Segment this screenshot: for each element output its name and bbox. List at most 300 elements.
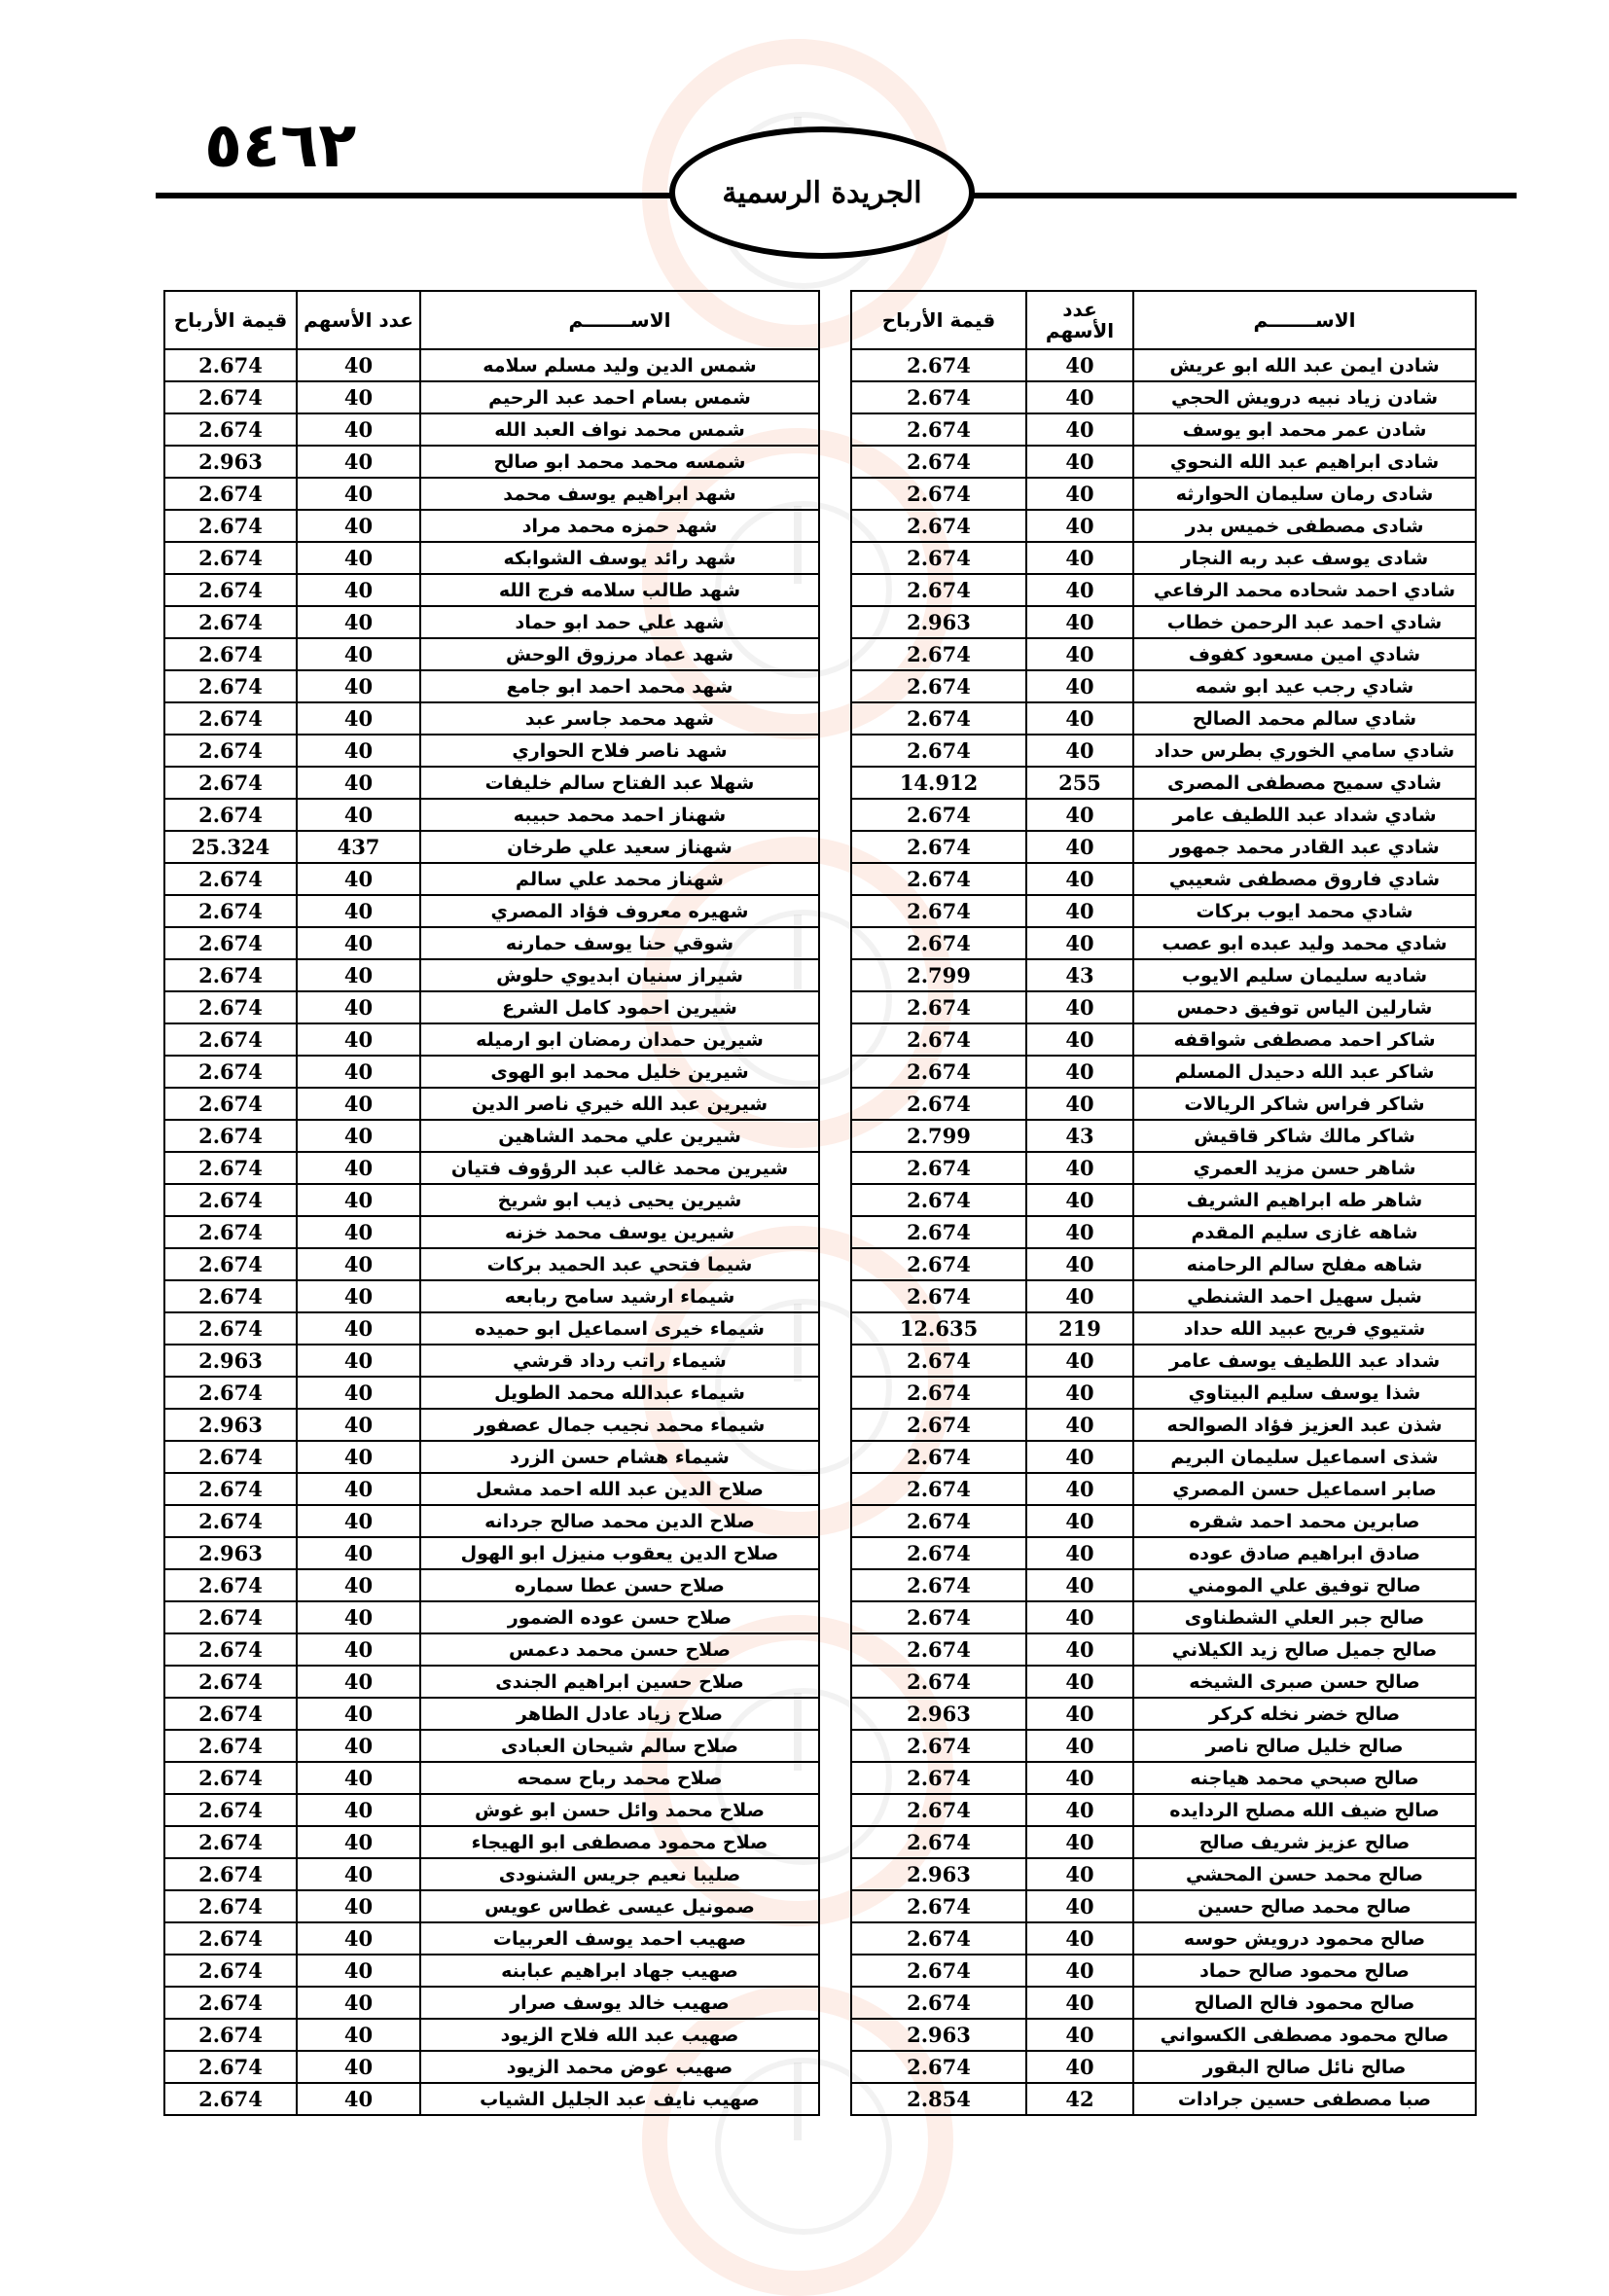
table-row — [851, 767, 1476, 799]
shareholder-name: شمس بسام احمد عبد الرحيم — [420, 381, 819, 413]
shareholder-name: شيما فتحي عبد الحميد بركات — [420, 1248, 819, 1280]
shareholder-name: شيماء ارشيد سامح ربابعه — [420, 1280, 819, 1312]
table-row — [851, 1858, 1476, 1890]
shareholder-name: صالح محمود درويش حوسه — [1133, 1922, 1476, 1955]
dividend-value: 2.674 — [851, 2051, 1026, 2083]
dividend-value: 2.674 — [851, 1473, 1026, 1505]
share-count: 40 — [297, 1345, 420, 1377]
share-count: 42 — [1026, 2083, 1133, 2115]
dividend-value: 2.674 — [851, 574, 1026, 606]
column-header-dividends: قيمة الأرباح — [164, 291, 297, 349]
table-row — [164, 1152, 819, 1184]
dividend-value: 2.674 — [164, 1184, 297, 1216]
table-row — [164, 799, 819, 831]
dividend-value: 2.674 — [164, 1377, 297, 1409]
share-count: 40 — [297, 1730, 420, 1762]
table-row — [164, 1826, 819, 1858]
column-header-name: الاســـــــم — [1133, 291, 1476, 349]
table-row — [851, 1473, 1476, 1505]
share-count: 40 — [297, 1056, 420, 1088]
table-row — [851, 1762, 1476, 1794]
table-row — [164, 638, 819, 670]
table-row — [164, 1184, 819, 1216]
shareholder-name: صابرين محمد احمد شقره — [1133, 1505, 1476, 1537]
table-row — [851, 831, 1476, 863]
shareholder-name: شارلين الياس توفيق دحمس — [1133, 991, 1476, 1023]
share-count: 40 — [1026, 638, 1133, 670]
share-count: 40 — [297, 1120, 420, 1152]
dividend-value: 2.674 — [851, 991, 1026, 1023]
share-count: 40 — [297, 1633, 420, 1666]
table-row — [851, 1409, 1476, 1441]
dividend-value: 2.674 — [164, 1762, 297, 1794]
shareholder-name: صالح محمود صالح حماد — [1133, 1955, 1476, 1987]
table-row — [164, 1922, 819, 1955]
table-row — [851, 1922, 1476, 1955]
share-count: 40 — [297, 1280, 420, 1312]
dividend-value: 2.674 — [851, 735, 1026, 767]
table-row — [851, 799, 1476, 831]
dividend-value: 2.674 — [851, 510, 1026, 542]
dividend-value: 2.799 — [851, 1120, 1026, 1152]
shareholder-name: شادن ايمن عبد الله ابو عريش — [1133, 349, 1476, 381]
share-count: 40 — [297, 799, 420, 831]
dividend-value: 2.674 — [164, 1120, 297, 1152]
shareholder-name: شذا يوسف سليم البيتاوي — [1133, 1377, 1476, 1409]
shareholder-name: شاكر احمد مصطفى شواقفه — [1133, 1023, 1476, 1056]
share-count: 40 — [1026, 1345, 1133, 1377]
shareholder-name: صالح جميل صالح زيد الكيلاني — [1133, 1633, 1476, 1666]
share-count: 40 — [1026, 735, 1133, 767]
dividend-value: 2.674 — [851, 1345, 1026, 1377]
table-row — [851, 2051, 1476, 2083]
shareholder-name: شادى مصطفى خميس بدر — [1133, 510, 1476, 542]
table-row — [851, 1441, 1476, 1473]
table-row — [851, 478, 1476, 510]
table-row — [164, 959, 819, 991]
dividend-value: 2.674 — [164, 670, 297, 702]
table-row — [164, 1409, 819, 1441]
table-row — [851, 702, 1476, 735]
dividend-value: 2.674 — [164, 1216, 297, 1248]
shareholder-name: صهيب نايف عبد الجليل الشياب — [420, 2083, 819, 2115]
table-row — [164, 1858, 819, 1890]
table-row — [851, 670, 1476, 702]
dividend-value: 2.963 — [164, 1345, 297, 1377]
shareholder-name: شذى اسماعيل سليمان البريم — [1133, 1441, 1476, 1473]
table-row — [851, 991, 1476, 1023]
dividend-value: 2.674 — [851, 1601, 1026, 1633]
dividend-value: 2.674 — [164, 1248, 297, 1280]
page-number: ٥٤٦٢ — [204, 110, 357, 182]
share-count: 40 — [297, 735, 420, 767]
share-count: 40 — [1026, 2019, 1133, 2051]
table-row — [851, 381, 1476, 413]
shareholder-name: صلاح محمود مصطفى ابو الهيجاء — [420, 1826, 819, 1858]
dividend-value: 2.963 — [164, 446, 297, 478]
share-count: 255 — [1026, 767, 1133, 799]
dividend-value: 2.963 — [851, 1858, 1026, 1890]
shareholder-name: صليبا نعيم جريس الشنودى — [420, 1858, 819, 1890]
shareholder-name: شهناز محمد علي سالم — [420, 863, 819, 895]
dividend-value: 2.674 — [164, 1280, 297, 1312]
shareholder-name: صالح خضر نخله كركر — [1133, 1698, 1476, 1730]
shareholder-name: صالح توفيق علي المومني — [1133, 1569, 1476, 1601]
dividend-value: 2.674 — [164, 702, 297, 735]
table-row — [164, 1794, 819, 1826]
table-row — [164, 1088, 819, 1120]
table-row — [164, 1987, 819, 2019]
dividend-value: 2.674 — [851, 1890, 1026, 1922]
share-count: 40 — [1026, 1666, 1133, 1698]
table-row — [851, 1023, 1476, 1056]
table-row — [164, 991, 819, 1023]
dividend-value: 2.674 — [164, 413, 297, 446]
shareholder-name: شاكر مالك شاكر قاقيش — [1133, 1120, 1476, 1152]
share-count: 40 — [297, 927, 420, 959]
dividend-value: 2.674 — [164, 1023, 297, 1056]
share-count: 40 — [1026, 1441, 1133, 1473]
shareholder-name: شاديه سليمان سليم الايوب — [1133, 959, 1476, 991]
table-row — [851, 895, 1476, 927]
share-count: 40 — [1026, 1377, 1133, 1409]
dividend-value: 2.674 — [164, 478, 297, 510]
dividend-value: 2.674 — [851, 1505, 1026, 1537]
column-header-name: الاســـــــم — [420, 291, 819, 349]
gazette-title — [669, 126, 975, 259]
table-row — [851, 1280, 1476, 1312]
shareholder-name: شادن عمر محمد ابو يوسف — [1133, 413, 1476, 446]
shareholder-name: صلاح محمد رباح سمحه — [420, 1762, 819, 1794]
table-row — [164, 863, 819, 895]
table-row — [851, 446, 1476, 478]
shareholder-name: شادي محمد ايوب بركات — [1133, 895, 1476, 927]
dividend-value: 2.674 — [164, 1666, 297, 1698]
shareholder-name: صلاح حسن عوده الضمور — [420, 1601, 819, 1633]
share-count: 40 — [1026, 1248, 1133, 1280]
table-row — [164, 413, 819, 446]
share-count: 40 — [297, 1216, 420, 1248]
table-row — [851, 349, 1476, 381]
dividend-value: 2.674 — [851, 1280, 1026, 1312]
shareholder-name: شهد محمد جاسر عبد — [420, 702, 819, 735]
shareholder-name: صمونيل عيسى غطاس عويس — [420, 1890, 819, 1922]
shareholder-name: شهد ناصر فلاح الحواري — [420, 735, 819, 767]
table-row — [164, 1601, 819, 1633]
dividend-value: 2.674 — [851, 349, 1026, 381]
shareholder-name: شادي رجب عيد ابو شمه — [1133, 670, 1476, 702]
share-count: 40 — [1026, 542, 1133, 574]
dividend-value: 2.963 — [164, 1537, 297, 1569]
dividend-value: 2.674 — [851, 927, 1026, 959]
dividend-value: 2.674 — [164, 2019, 297, 2051]
share-count: 40 — [297, 1537, 420, 1569]
table-row — [851, 1088, 1476, 1120]
share-count: 40 — [1026, 1890, 1133, 1922]
dividend-value: 2.674 — [164, 1441, 297, 1473]
table-header-row — [851, 291, 1476, 349]
share-count: 40 — [1026, 863, 1133, 895]
share-count: 40 — [297, 1569, 420, 1601]
table-row — [164, 767, 819, 799]
table-row — [164, 1120, 819, 1152]
table-row — [164, 735, 819, 767]
table-row — [851, 1890, 1476, 1922]
share-count: 40 — [297, 991, 420, 1023]
shareholder-name: شهد عماد مرزوق الوحش — [420, 638, 819, 670]
table-row — [164, 1473, 819, 1505]
table-row — [851, 542, 1476, 574]
dividend-value: 2.674 — [164, 510, 297, 542]
share-count: 43 — [1026, 959, 1133, 991]
table-row — [164, 1537, 819, 1569]
dividend-value: 2.674 — [851, 831, 1026, 863]
table-row — [851, 574, 1476, 606]
table-row — [851, 863, 1476, 895]
table-row — [851, 1633, 1476, 1666]
shareholder-name: شهد علي حمد ابو حماد — [420, 606, 819, 638]
share-count: 40 — [297, 446, 420, 478]
shareholder-name: شاهر طه ابراهيم الشريف — [1133, 1184, 1476, 1216]
shareholder-name: شادي سامي الخوري بطرس حداد — [1133, 735, 1476, 767]
shareholder-name: صالح محمد صالح حسين — [1133, 1890, 1476, 1922]
shareholder-name: شمسه محمد محمد ابو صالح — [420, 446, 819, 478]
shareholder-name: شمس الدين وليد مسلم سلامه — [420, 349, 819, 381]
share-count: 219 — [1026, 1312, 1133, 1345]
share-count: 40 — [1026, 1280, 1133, 1312]
share-count: 40 — [1026, 1730, 1133, 1762]
share-count: 40 — [1026, 1088, 1133, 1120]
share-count: 40 — [1026, 1473, 1133, 1505]
shareholder-name: شاهه مفلح سالم الرحامنه — [1133, 1248, 1476, 1280]
shareholder-name: شادن زياد نبيه درويش الحجي — [1133, 381, 1476, 413]
dividend-value: 2.674 — [164, 381, 297, 413]
share-count: 40 — [297, 1922, 420, 1955]
share-count: 40 — [297, 863, 420, 895]
dividend-value: 14.912 — [851, 767, 1026, 799]
table-row — [851, 1184, 1476, 1216]
share-count: 40 — [297, 1666, 420, 1698]
dividend-value: 2.674 — [164, 1890, 297, 1922]
share-count: 40 — [297, 1987, 420, 2019]
share-count: 40 — [297, 1248, 420, 1280]
shareholder-name: شمس محمد نواف العبد الله — [420, 413, 819, 446]
table-row — [851, 510, 1476, 542]
shareholder-name: شاكر فراس شاكر الريالات — [1133, 1088, 1476, 1120]
shareholder-name: شادي سالم محمد الصالح — [1133, 702, 1476, 735]
dividend-value: 2.674 — [164, 1505, 297, 1537]
shareholder-name: صالح ضيف الله مصلح الردايده — [1133, 1794, 1476, 1826]
shareholder-name: شادي فاروق مصطفى شعيبي — [1133, 863, 1476, 895]
dividend-value: 2.674 — [851, 1569, 1026, 1601]
dividend-value: 2.674 — [164, 1569, 297, 1601]
shareholder-name: صادق ابراهيم صادق عوده — [1133, 1537, 1476, 1569]
shareholder-name: شيماء خيرى اسماعيل ابو حميده — [420, 1312, 819, 1345]
table-row — [851, 1826, 1476, 1858]
shareholder-name: شيرين علي محمد الشاهين — [420, 1120, 819, 1152]
table-row — [851, 1794, 1476, 1826]
dividend-value: 2.674 — [164, 991, 297, 1023]
shareholders-table-left — [163, 290, 820, 2116]
shareholder-name: شيرين خليل محمد ابو الهوى — [420, 1056, 819, 1088]
dividend-value: 2.674 — [164, 2083, 297, 2115]
table-row — [164, 1248, 819, 1280]
shareholder-name: صلاح زياد عادل الطاهر — [420, 1698, 819, 1730]
shareholder-name: شداد عبد اللطيف يوسف عامر — [1133, 1345, 1476, 1377]
shareholder-name: شذن عبد العزيز فؤاد الصوالحه — [1133, 1409, 1476, 1441]
table-row — [164, 1505, 819, 1537]
table-row — [164, 1633, 819, 1666]
share-count: 40 — [1026, 1184, 1133, 1216]
dividend-value: 2.674 — [164, 1473, 297, 1505]
share-count: 40 — [297, 381, 420, 413]
dividend-value: 2.674 — [164, 895, 297, 927]
share-count: 40 — [1026, 831, 1133, 863]
share-count: 40 — [297, 478, 420, 510]
shareholder-name: شادي عبد القادر محمد جمهور — [1133, 831, 1476, 863]
shareholder-name: شوقي حنا يوسف حمارنه — [420, 927, 819, 959]
shareholder-name: شهد ابراهيم يوسف محمد — [420, 478, 819, 510]
shareholder-name: صلاح الدين عبد الله احمد مشعل — [420, 1473, 819, 1505]
dividend-value: 2.674 — [851, 1762, 1026, 1794]
share-count: 40 — [1026, 1698, 1133, 1730]
table-row — [164, 2051, 819, 2083]
dividend-value: 2.674 — [851, 1409, 1026, 1441]
table-row — [851, 1666, 1476, 1698]
table-row — [851, 1152, 1476, 1184]
shareholder-name: صلاح حسن محمد دعمس — [420, 1633, 819, 1666]
share-count: 40 — [1026, 927, 1133, 959]
shareholder-name: صالح عزيز شريف صالح — [1133, 1826, 1476, 1858]
table-row — [164, 1023, 819, 1056]
dividend-value: 2.674 — [164, 1922, 297, 1955]
dividend-value: 2.674 — [164, 735, 297, 767]
share-count: 40 — [297, 1409, 420, 1441]
share-count: 40 — [297, 1794, 420, 1826]
share-count: 40 — [297, 1762, 420, 1794]
share-count: 40 — [1026, 413, 1133, 446]
shareholder-name: شادى ابراهيم عبد الله النحوي — [1133, 446, 1476, 478]
table-row — [851, 413, 1476, 446]
share-count: 40 — [297, 702, 420, 735]
share-count: 40 — [1026, 1794, 1133, 1826]
table-row — [851, 1730, 1476, 1762]
dividend-value: 2.963 — [851, 606, 1026, 638]
shareholder-name: صهيب خالد يوسف صرار — [420, 1987, 819, 2019]
table-row — [164, 1345, 819, 1377]
share-count: 40 — [297, 1698, 420, 1730]
share-count: 40 — [297, 959, 420, 991]
share-count: 40 — [1026, 1826, 1133, 1858]
shareholder-name: شادي شداد عبد اللطيف عامر — [1133, 799, 1476, 831]
table-row — [164, 1377, 819, 1409]
share-count: 40 — [297, 1890, 420, 1922]
dividend-value: 2.674 — [164, 1826, 297, 1858]
share-count: 40 — [1026, 1505, 1133, 1537]
shareholder-name: صلاح حسين ابراهيم الجندى — [420, 1666, 819, 1698]
column-header-shares: عدد الأسهم — [297, 291, 420, 349]
dividend-value: 2.674 — [851, 1184, 1026, 1216]
table-row — [164, 2019, 819, 2051]
dividend-value: 2.674 — [164, 1601, 297, 1633]
dividend-value: 2.963 — [164, 1409, 297, 1441]
share-count: 40 — [1026, 478, 1133, 510]
shareholder-name: شيماء محمد نجيب جمال عصفور — [420, 1409, 819, 1441]
share-count: 40 — [1026, 1216, 1133, 1248]
dividend-value: 2.674 — [851, 670, 1026, 702]
share-count: 40 — [297, 670, 420, 702]
shareholder-name: صهيب جهاد ابراهيم عبابنه — [420, 1955, 819, 1987]
shareholder-name: صالح محمود مصطفى الكسواني — [1133, 2019, 1476, 2051]
table-row — [164, 1441, 819, 1473]
table-row — [851, 1345, 1476, 1377]
dividend-value: 2.674 — [164, 767, 297, 799]
table-row — [164, 381, 819, 413]
dividend-value: 2.674 — [851, 478, 1026, 510]
share-count: 40 — [1026, 2051, 1133, 2083]
shareholder-name: شيماء راتب رداد قرشي — [420, 1345, 819, 1377]
dividend-value: 2.674 — [164, 1955, 297, 1987]
table-row — [164, 895, 819, 927]
table-row — [851, 1987, 1476, 2019]
shareholder-name: شيرين عبد الله خيري ناصر الدين — [420, 1088, 819, 1120]
table-row — [164, 1569, 819, 1601]
shareholder-name: شهد رائد يوسف الشوابكه — [420, 542, 819, 574]
share-count: 40 — [1026, 799, 1133, 831]
shareholder-name: شهيره معروف فؤاد المصري — [420, 895, 819, 927]
shareholder-name: شهد حمزه محمد مراد — [420, 510, 819, 542]
table-row — [164, 702, 819, 735]
table-row — [851, 1248, 1476, 1280]
dividend-value: 25.324 — [164, 831, 297, 863]
share-count: 40 — [1026, 991, 1133, 1023]
table-row — [164, 1955, 819, 1987]
share-count: 40 — [297, 1184, 420, 1216]
shareholder-name: صلاح الدين محمد صالح جردانه — [420, 1505, 819, 1537]
dividend-value: 2.674 — [851, 1537, 1026, 1569]
dividend-value: 2.674 — [164, 863, 297, 895]
shareholder-name: صالح خليل صالح ناصر — [1133, 1730, 1476, 1762]
shareholder-name: صالح حسن صبرى الشيخه — [1133, 1666, 1476, 1698]
share-count: 40 — [1026, 510, 1133, 542]
share-count: 40 — [297, 1505, 420, 1537]
shareholder-name: شاهر حسن مزيد العمري — [1133, 1152, 1476, 1184]
shareholder-name: شاهه غازى سليم المقدم — [1133, 1216, 1476, 1248]
dividend-value: 2.674 — [164, 606, 297, 638]
shareholder-name: صبا مصطفى حسين جرادات — [1133, 2083, 1476, 2115]
table-row — [851, 1601, 1476, 1633]
shareholder-name: صالح جبر العلي الشطناوى — [1133, 1601, 1476, 1633]
shareholder-name: صالح صبحي محمد هياجنه — [1133, 1762, 1476, 1794]
shareholder-name: صالح محمود فالح الصالح — [1133, 1987, 1476, 2019]
dividend-value: 2.674 — [851, 1922, 1026, 1955]
shareholder-name: شيرين يحيى ذيب ابو شريخ — [420, 1184, 819, 1216]
dividend-value: 2.674 — [164, 1152, 297, 1184]
dividend-value: 2.674 — [851, 446, 1026, 478]
table-row — [164, 2083, 819, 2115]
share-count: 40 — [297, 574, 420, 606]
shareholder-name: شيرين محمد غالب عبد الرؤوف فتيان — [420, 1152, 819, 1184]
table-row — [851, 1537, 1476, 1569]
share-count: 40 — [1026, 446, 1133, 478]
share-count: 40 — [1026, 1922, 1133, 1955]
dividend-value: 2.674 — [851, 1794, 1026, 1826]
table-row — [851, 1312, 1476, 1345]
share-count: 40 — [297, 2083, 420, 2115]
table-row — [164, 1312, 819, 1345]
share-count: 40 — [1026, 1633, 1133, 1666]
dividend-value: 2.674 — [851, 1955, 1026, 1987]
